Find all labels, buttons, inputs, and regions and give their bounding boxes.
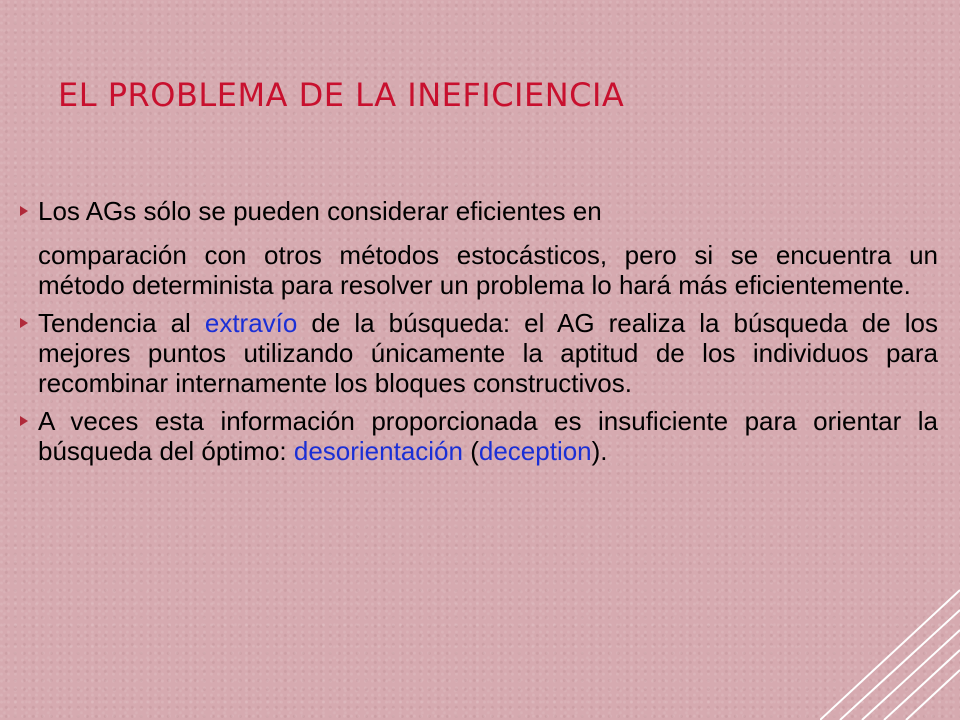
bullet-list [20, 196, 938, 474]
bullet-1-text: comparación con otros métodos estocásticos, pero si se encuentra un método determinista para resolver un problema lo hará más eficientemente. [38, 240, 938, 300]
bullet-item-2 [20, 308, 938, 398]
triangle-right-icon [20, 416, 28, 426]
bullet-3-highlight-term: desorientación [293, 436, 463, 466]
bullet-3-highlight-english-term: deception [478, 436, 592, 466]
bullet-3-text-before: A veces esta información proporcionada es insuficiente para orientar la búsqueda del óptimo: [38, 406, 938, 466]
bullet-2-text-before: Tendencia al [38, 308, 205, 338]
bullet-item-1 [20, 196, 938, 300]
bullet-item-3 [20, 406, 938, 466]
bullet-1-first-line: Los AGs sólo se pueden considerar eficientes en [38, 196, 602, 226]
triangle-right-icon [20, 318, 28, 328]
bullet-3-text-middle: ( [462, 436, 479, 466]
bullet-2-highlight-term: extravío [204, 308, 298, 338]
slide-title: EL PROBLEMA DE LA INEFICIENCIA [58, 76, 625, 114]
triangle-right-icon [20, 206, 28, 216]
bullet-3-text-after: ). [591, 436, 608, 466]
bullet-2-text-after: de la búsqueda: el AG realiza la búsqueda de los mejores puntos utilizando únicamente la aptitud de los individuos para recombinar internamente los bloques constructivos. [38, 308, 938, 398]
